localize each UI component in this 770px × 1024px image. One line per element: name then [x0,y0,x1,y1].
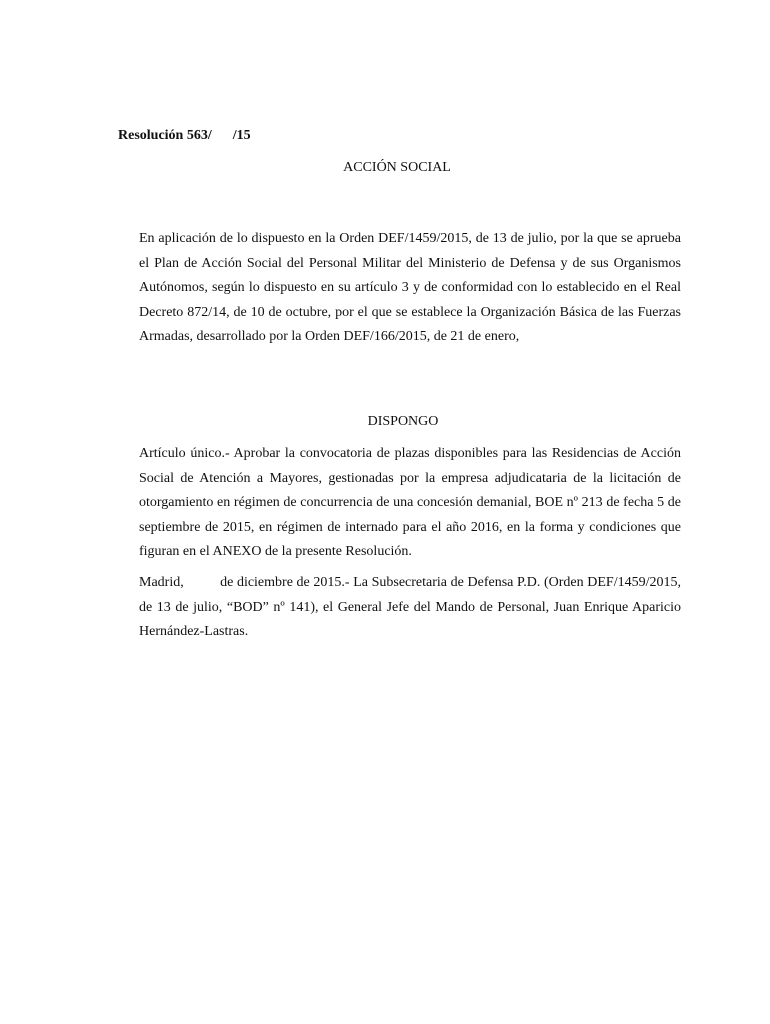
article-paragraph: Artículo único.- Aprobar la convocatoria de plazas disponibles para las Residencias de Acción Social de Atención a Mayores, gestionadas por la empresa adjudicataria de la licitación de otorgamiento en régimen de concurrencia de una concesión demanial, BOE nº 213 de fecha 5 de septiembre de 2015, en régimen de internado para el año 2016, en la forma y condiciones que figuran en el ANEXO de la presente Resolución. [139,446,681,559]
document-heading: ACCIÓN SOCIAL [343,160,451,175]
signature-paragraph: Madrid, de diciembre de 2015.- La Subsecretaria de Defensa P.D. (Orden DEF/1459/2015, de 13 de julio, “BOD” nº 141), el General Jefe del Mando de Personal, Juan Enrique Aparicio Hernández-Lastras. [139,575,685,639]
disposal-heading: DISPONGO [367,414,439,429]
intro-paragraph: En aplicación de lo dispuesto en la Orden DEF/1459/2015, de 13 de julio, por la que se aprueba el Plan de Acción Social del Personal Militar del Ministerio de Defensa y de sus Organismos Autónomos, según lo dispuesto en su artículo 3 y de conformidad con lo establecido en el Real Decreto 872/14, de 10 de octubre, por el que se establece la Organización Básica de las Fuerzas Armadas, desarrollado por la Orden DEF/166/2015, de 21 de enero, [139,231,681,344]
resolution-number: Resolución 563/ /15 [118,128,251,143]
